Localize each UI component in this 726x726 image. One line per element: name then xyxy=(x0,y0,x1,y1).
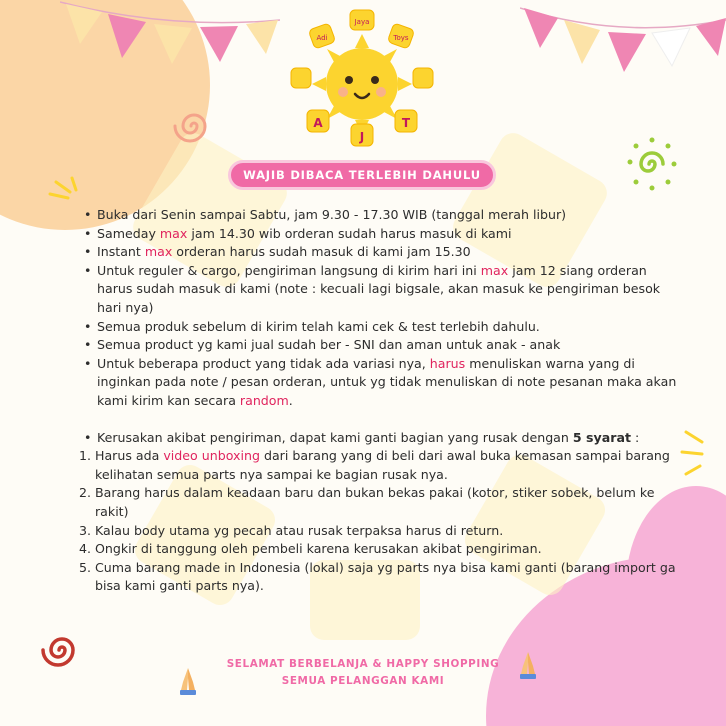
list-item: • Sameday max jam 14.30 wib orderan sudah harus masuk di kami xyxy=(82,225,682,244)
sparkle-lines-icon xyxy=(678,428,706,482)
bunting-left-icon xyxy=(60,0,280,80)
list-item: • Kerusakan akibat pengiriman, dapat kami ganti bagian yang rusak dengan 5 syarat : xyxy=(82,429,682,448)
title-text: WAJIB DIBACA TERLEBIH DAHULU xyxy=(243,168,481,182)
list-item: 2. Barang harus dalam keadaan baru dan bukan bekas pakai (kotor, stiker sobek, belum ke rakit) xyxy=(79,485,655,519)
logo-word-jaya: Jaya xyxy=(354,18,370,26)
rules-list xyxy=(82,206,682,411)
logo-letter-t: T xyxy=(401,116,411,130)
list-item: 3. Kalau body utama yg pecah atau rusak terpaksa harus di return. xyxy=(79,522,504,538)
logo-word-toys: Toys xyxy=(393,34,409,42)
list-item: 4. Ongkir di tanggung oleh pembeli karena kerusakan akibat pengiriman. xyxy=(79,541,542,557)
list-item: • Semua product yg kami jual sudah ber - SNI dan aman untuk anak - anak xyxy=(82,336,682,355)
list-item: 1. Harus ada video unboxing dari barang yang di beli dari awal buka kemasan sampai barang kelihatan semua parts nya sampai ke bagian rusak nya. xyxy=(79,448,670,482)
title-banner xyxy=(228,160,496,190)
green-swirl-icon xyxy=(620,132,684,196)
list-item: • Semua produk sebelum di kirim telah kami cek & test terlebih dahulu. xyxy=(82,318,682,337)
closing-message xyxy=(200,656,526,690)
praying-hands-icon xyxy=(176,664,200,696)
bunting-right-icon xyxy=(520,0,726,80)
list-item: • Untuk reguler & cargo, pengiriman langsung di kirim hari ini max jam 12 siang orderan harus sudah masuk di kami (note : kecuali lagi bigsale, akan masuk ke pengiriman besok hari nya) xyxy=(82,262,682,318)
list-item: • Instant max orderan harus sudah masuk di kami jam 15.30 xyxy=(82,243,682,262)
list-item: • Buka dari Senin sampai Sabtu, jam 9.30 - 17.30 WIB (tanggal merah libur) xyxy=(82,206,682,225)
sparkle-lines-icon xyxy=(48,176,82,202)
sun-logo-icon xyxy=(287,6,437,156)
list-item: 5. Cuma barang made in Indonesia (lokal) saja yg parts nya bisa kami ganti (barang import ga bisa kami ganti parts nya). xyxy=(79,559,676,594)
damage-intro xyxy=(82,429,682,448)
logo-letter-j: J xyxy=(359,130,365,144)
logo-letter-a: A xyxy=(313,116,323,130)
logo-word-adi: Adi xyxy=(316,34,328,42)
damage-conditions-list xyxy=(79,447,682,596)
list-item: • Untuk beberapa product yang tidak ada variasi nya, harus menuliskan warna yang di inginkan pada note / pesan orderan, untuk yg tidak menuliskan di note pesanan maka akan kami kirim kan secara random. xyxy=(82,355,682,411)
orange-swirl-icon xyxy=(172,104,216,148)
info-body xyxy=(79,206,682,596)
red-swirl-icon xyxy=(40,628,84,672)
footer-line-1: SELAMAT BERBELANJA & HAPPY SHOPPING xyxy=(226,658,500,670)
footer-line-2: SEMUA PELANGGAN KAMI xyxy=(281,675,445,687)
